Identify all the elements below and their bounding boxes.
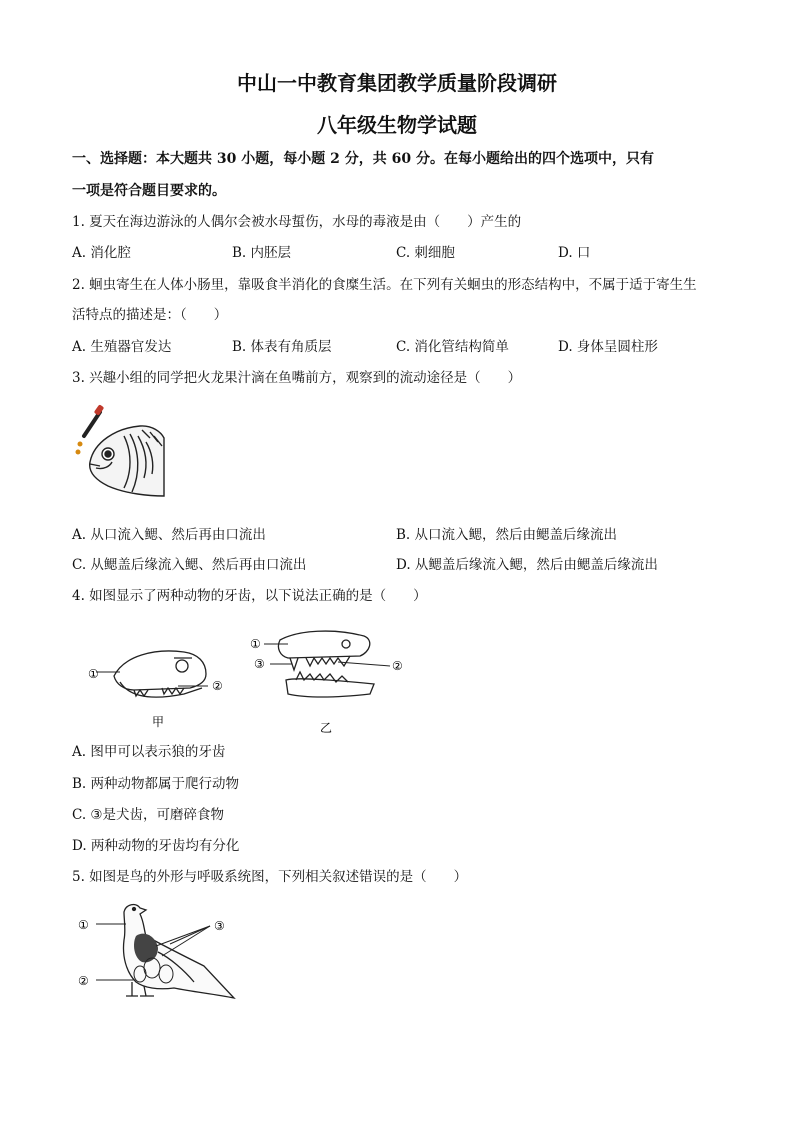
- section-heading-line2: 一项是符合题目要求的。: [72, 183, 226, 199]
- herbivore-skull-icon: [114, 651, 206, 697]
- q3-option-a: A. 从口流入鳃、然后再由口流出: [72, 527, 266, 543]
- q4-yi-label-1: ①: [250, 637, 261, 651]
- q2-option-a: A. 生殖器官发达: [72, 339, 172, 355]
- page-title: 中山一中教育集团教学质量阶段调研: [237, 71, 557, 95]
- q4-jia-label-1: ①: [88, 667, 99, 681]
- q1-option-c: C. 刺细胞: [396, 245, 455, 261]
- q4-option-a: A. 图甲可以表示狼的牙齿: [72, 744, 226, 760]
- q4-yi-label-3: ③: [254, 657, 265, 671]
- q4-option-d: D. 两种动物的牙齿均有分化: [72, 838, 240, 854]
- q3-option-c: C. 从鳃盖后缘流入鳃、然后再由口流出: [72, 557, 307, 573]
- q1-stem: 1. 夏天在海边游泳的人偶尔会被水母蜇伤，水母的毒液是由（ ）产生的: [72, 214, 522, 230]
- q4-option-c: C. ③是犬齿，可磨碎食物: [72, 807, 225, 823]
- page-subtitle: 八年级生物学试题: [317, 113, 477, 137]
- q4-label-yi: 乙: [320, 721, 333, 734]
- fish-head-icon: [90, 426, 164, 496]
- q5-stem: 5. 如图是鸟的外形与呼吸系统图，下列相关叙述错误的是（ ）: [72, 869, 468, 885]
- q4-option-b: B. 两种动物都属于爬行动物: [72, 776, 240, 792]
- q1-option-a: A. 消化腔: [72, 245, 131, 261]
- q4-stem: 4. 如图显示了两种动物的牙齿，以下说法正确的是（ ）: [72, 588, 427, 604]
- q2-stem-cont: 活特点的描述是：（ ）: [72, 307, 228, 323]
- fish-figure: [66, 402, 166, 498]
- bird-figure: [74, 896, 244, 1008]
- q4-jia-label-2: ②: [212, 679, 223, 693]
- teeth-figure: [74, 622, 414, 734]
- q2-stem: 2. 蛔虫寄生在人体小肠里，靠吸食半消化的食糜生活。在下列有关蛔虫的形态结构中，不属于适于寄生生: [72, 277, 697, 293]
- q3-option-d: D. 从鳃盖后缘流入鳃，然后由鳃盖后缘流出: [396, 557, 658, 573]
- section-heading-line1: 一、选择题：本大题共 30 小题，每小题 2 分，共 60 分。在每小题给出的四个选项中，只有: [72, 151, 654, 167]
- q1-option-d: D. 口: [558, 245, 591, 261]
- q5-label-3: ③: [214, 919, 225, 933]
- q5-label-2: ②: [78, 974, 89, 988]
- q4-label-jia: 甲: [152, 715, 165, 729]
- q2-option-c: C. 消化管结构简单: [396, 339, 509, 355]
- q3-option-b: B. 从口流入鳃，然后由鳃盖后缘流出: [396, 527, 618, 543]
- q2-option-b: B. 体表有角质层: [232, 339, 332, 355]
- q2-option-d: D. 身体呈圆柱形: [558, 339, 658, 355]
- q3-stem: 3. 兴趣小组的同学把火龙果汁滴在鱼嘴前方，观察到的流动途径是（ ）: [72, 370, 522, 386]
- q4-yi-label-2: ②: [392, 659, 403, 673]
- q5-label-1: ①: [78, 918, 89, 932]
- q1-option-b: B. 内胚层: [232, 245, 292, 261]
